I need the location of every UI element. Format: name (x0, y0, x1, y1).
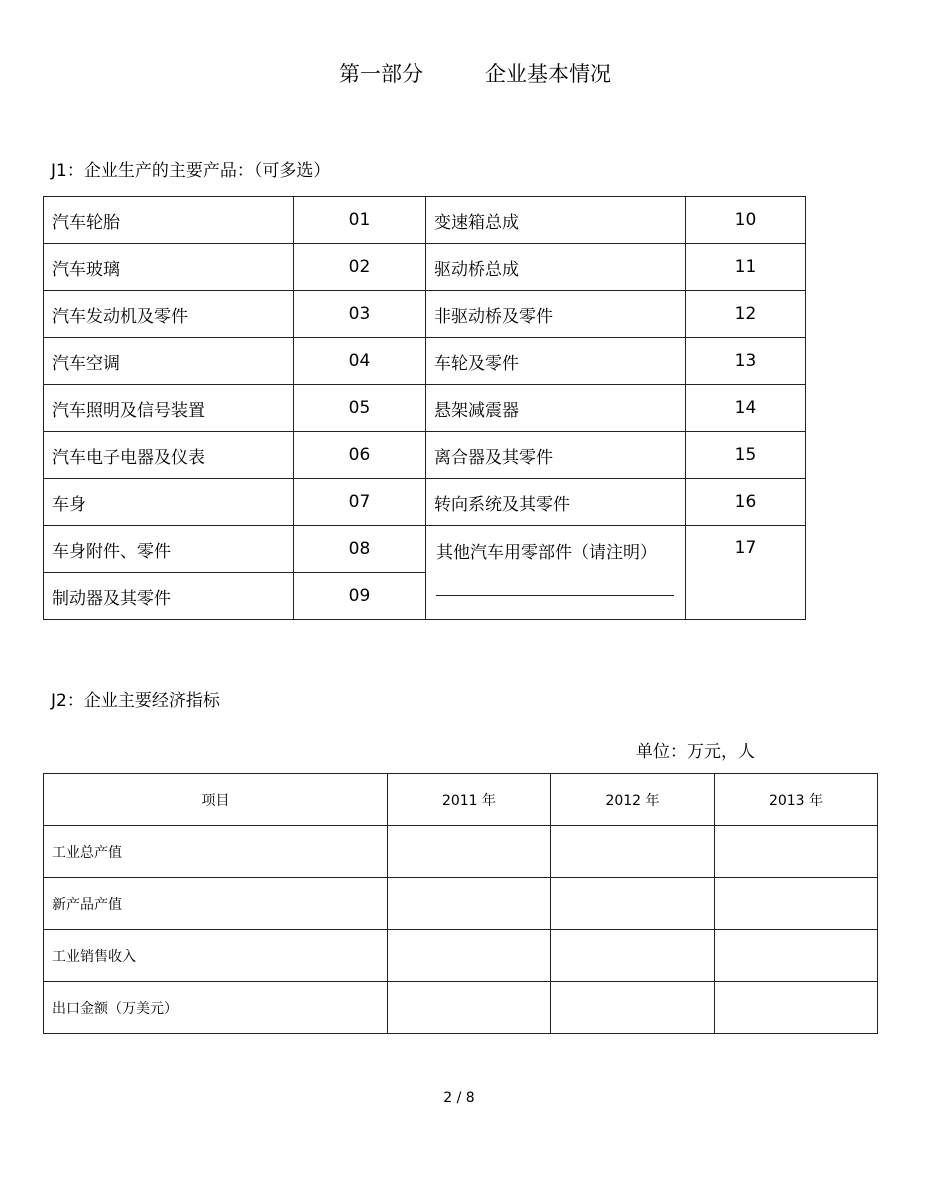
product-code: 12 (686, 291, 806, 338)
product-name: 离合器及其零件 (426, 432, 686, 479)
table-row (44, 479, 806, 526)
row-label: 工业总产值 (44, 826, 388, 878)
data-cell[interactable] (715, 826, 878, 878)
product-name: 车身 (44, 479, 294, 526)
column-header: 2011 年 (388, 774, 551, 826)
data-cell[interactable] (715, 930, 878, 982)
row-label: 新产品产值 (44, 878, 388, 930)
product-name: 悬架减震器 (426, 385, 686, 432)
data-cell[interactable] (551, 878, 715, 930)
product-name: 转向系统及其零件 (426, 479, 686, 526)
unit-note: 单位：万元，人 (636, 742, 755, 762)
data-cell[interactable] (551, 826, 715, 878)
product-code: 13 (686, 338, 806, 385)
page-number: 2 / 8 (443, 1090, 475, 1106)
product-code: 10 (686, 197, 806, 244)
table-row (44, 338, 806, 385)
product-name: 其他汽车用零部件（请注明） (436, 543, 657, 563)
title-name: 企业基本情况 (485, 62, 611, 86)
product-code: 04 (294, 338, 426, 385)
data-cell[interactable] (388, 878, 551, 930)
table-row (44, 385, 806, 432)
product-code: 09 (294, 573, 426, 620)
data-cell[interactable] (715, 878, 878, 930)
product-code: 06 (294, 432, 426, 479)
product-code: 01 (294, 197, 426, 244)
table-row (44, 878, 878, 930)
product-code: 03 (294, 291, 426, 338)
page-title (0, 58, 950, 88)
product-name: 汽车轮胎 (44, 197, 294, 244)
table-row (44, 930, 878, 982)
table-row (44, 826, 878, 878)
product-name: 汽车玻璃 (44, 244, 294, 291)
table-row (44, 432, 806, 479)
data-cell[interactable] (388, 930, 551, 982)
product-code: 02 (294, 244, 426, 291)
row-label: 出口金额（万美元） (44, 982, 388, 1034)
product-code: 05 (294, 385, 426, 432)
other-product-cell (426, 526, 686, 620)
product-code: 14 (686, 385, 806, 432)
column-header: 2013 年 (715, 774, 878, 826)
question-j1: J1：企业生产的主要产品：（可多选） (51, 161, 331, 181)
data-cell[interactable] (388, 826, 551, 878)
table-row (44, 982, 878, 1034)
specify-blank-line (436, 595, 674, 596)
product-name: 驱动桥总成 (426, 244, 686, 291)
product-code: 08 (294, 526, 426, 573)
table-row (44, 197, 806, 244)
product-name: 汽车照明及信号装置 (44, 385, 294, 432)
column-header: 2012 年 (551, 774, 715, 826)
product-name: 非驱动桥及零件 (426, 291, 686, 338)
row-label: 工业销售收入 (44, 930, 388, 982)
data-cell[interactable] (388, 982, 551, 1034)
table-row (44, 291, 806, 338)
product-code: 15 (686, 432, 806, 479)
product-code: 07 (294, 479, 426, 526)
product-code: 11 (686, 244, 806, 291)
product-name: 变速箱总成 (426, 197, 686, 244)
product-code: 17 (686, 526, 806, 620)
column-header: 项目 (44, 774, 388, 826)
data-cell[interactable] (551, 982, 715, 1034)
product-name: 汽车电子电器及仪表 (44, 432, 294, 479)
product-name: 车轮及零件 (426, 338, 686, 385)
data-cell[interactable] (715, 982, 878, 1034)
economic-indicator-table (43, 773, 878, 1034)
table-row (44, 244, 806, 291)
product-table (43, 196, 806, 620)
product-name: 汽车发动机及零件 (44, 291, 294, 338)
product-name: 制动器及其零件 (44, 573, 294, 620)
data-cell[interactable] (551, 930, 715, 982)
question-j2: J2：企业主要经济指标 (51, 691, 220, 711)
table-row (44, 526, 806, 573)
product-code: 16 (686, 479, 806, 526)
table-header-row (44, 774, 878, 826)
title-part: 第一部分 (339, 62, 423, 86)
product-name: 车身附件、零件 (44, 526, 294, 573)
product-name: 汽车空调 (44, 338, 294, 385)
